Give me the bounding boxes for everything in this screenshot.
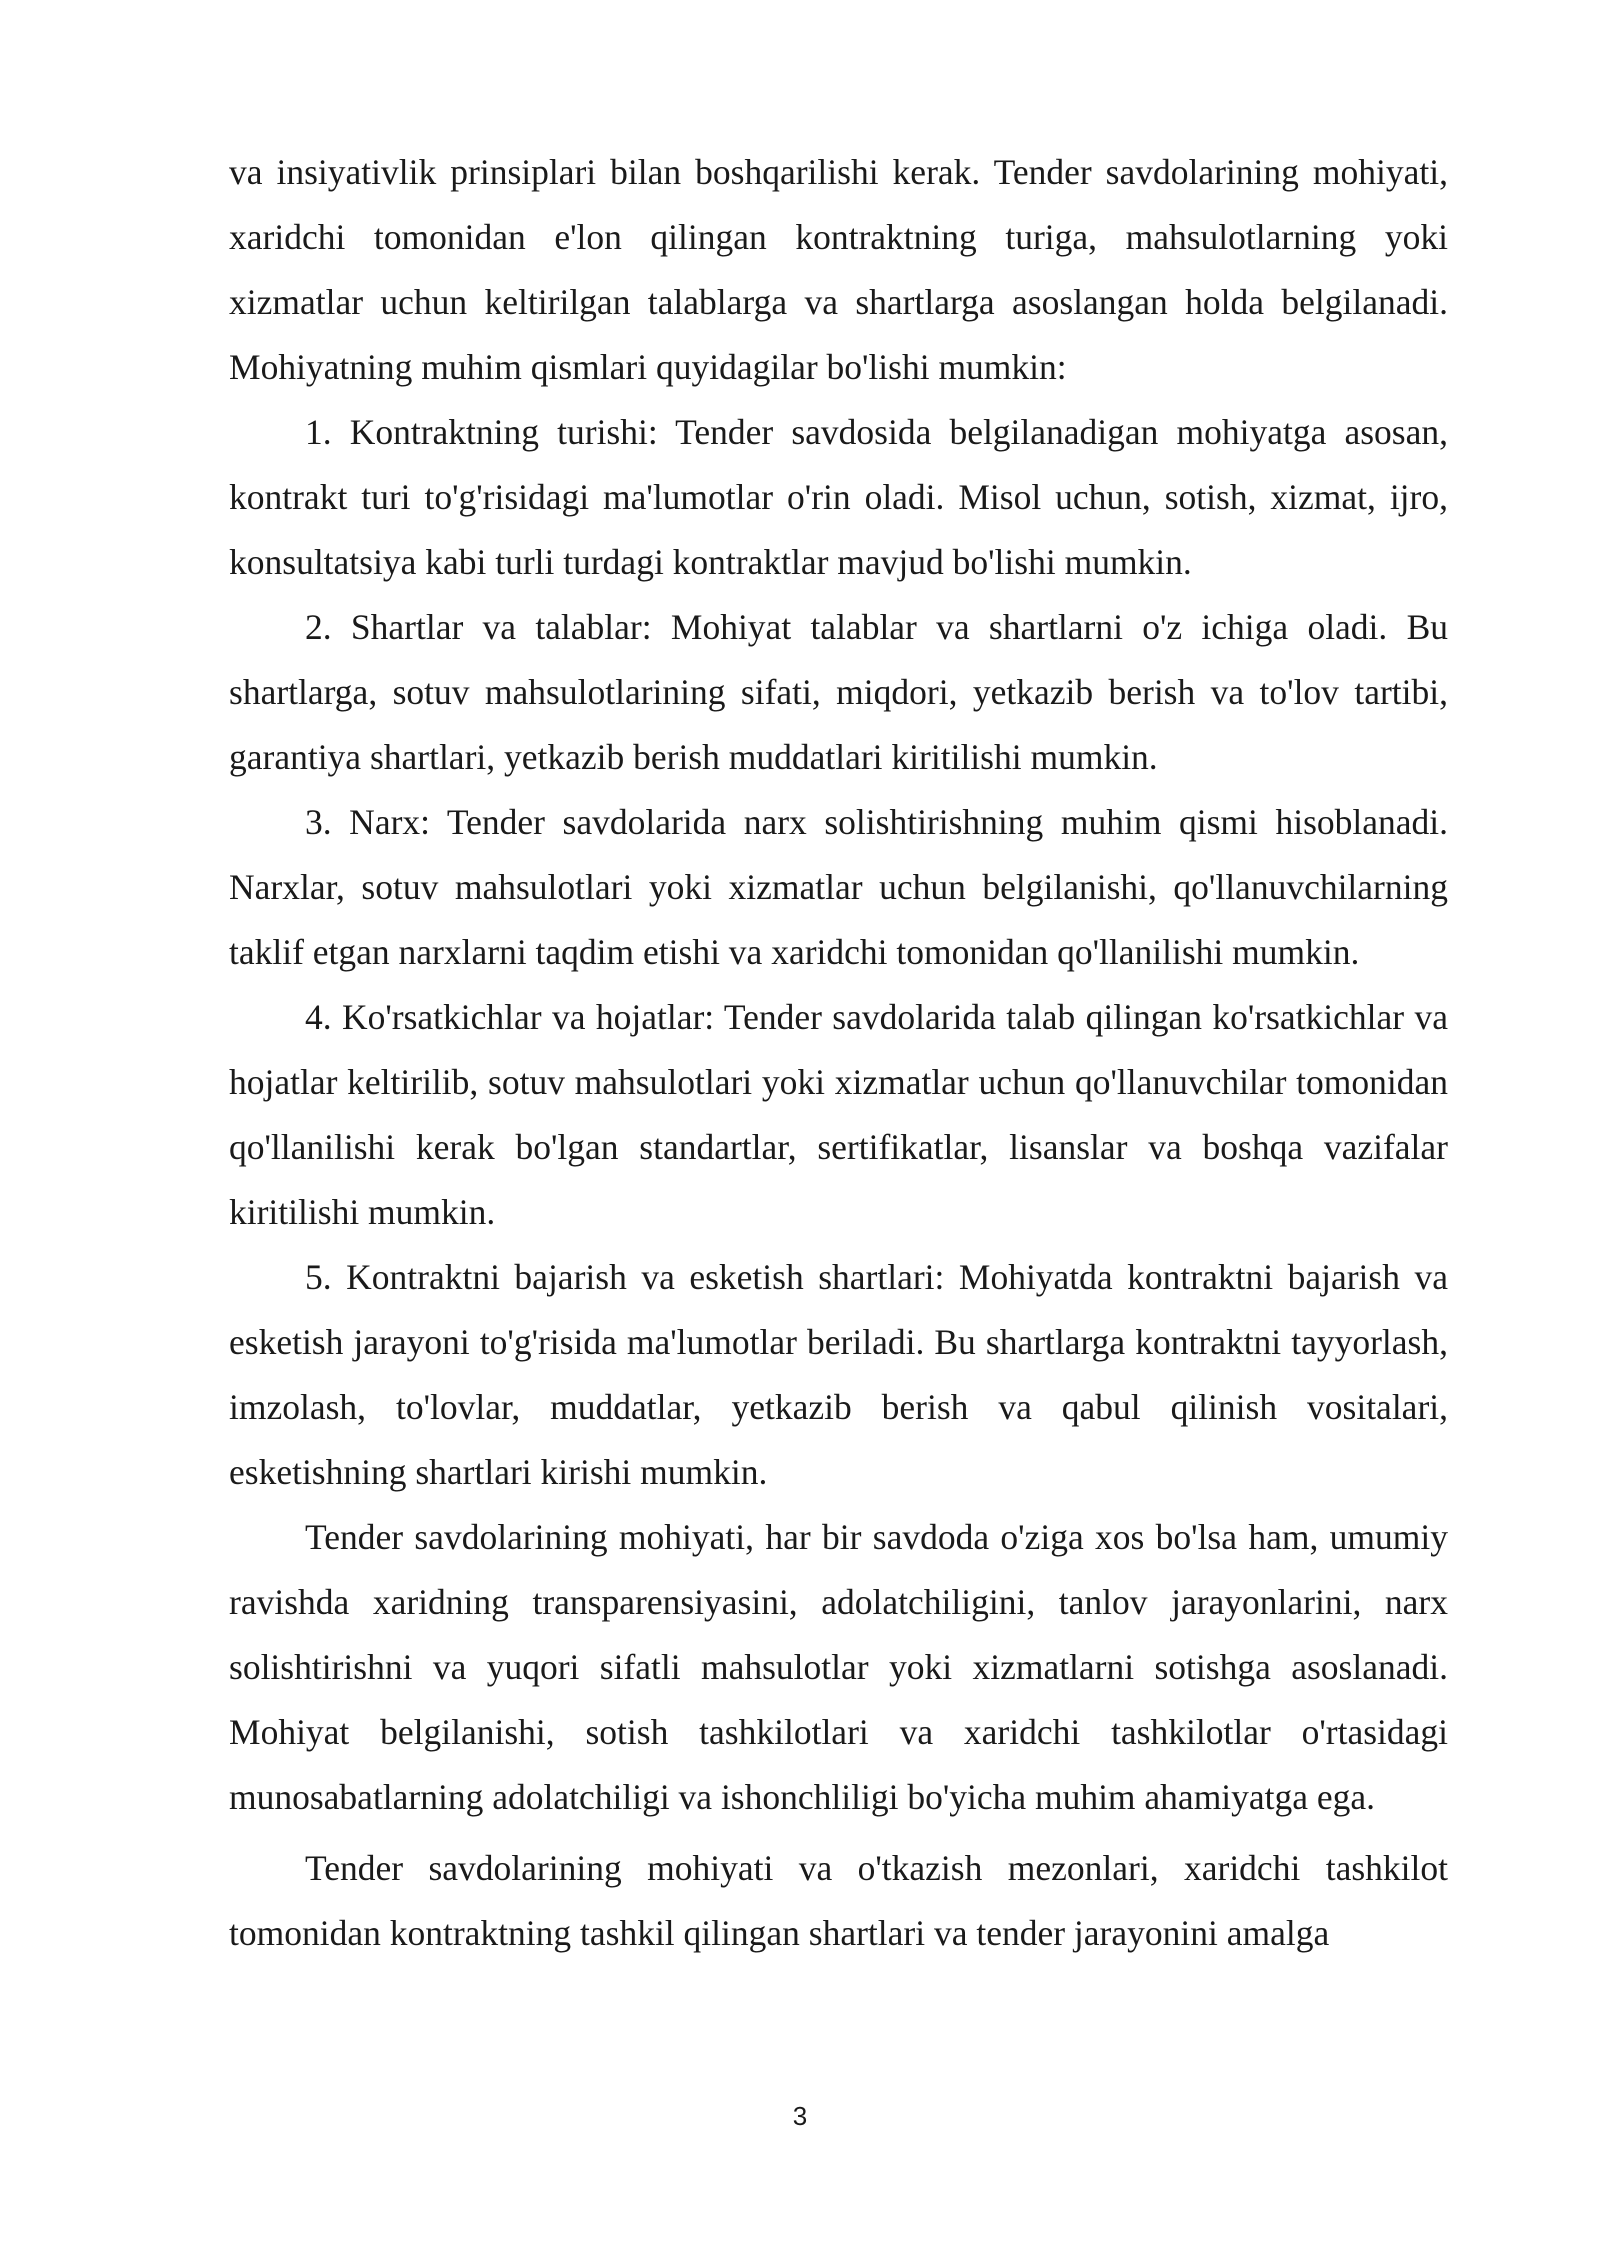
paragraph-criteria: Tender savdolarining mohiyati va o'tkazish mezonlari, xaridchi tashkilot tomonidan kontraktning tashkil qilingan shartlari va tender jarayonini amalga bbox=[229, 1848, 1448, 1953]
page-body bbox=[229, 140, 1448, 1966]
list-item-conditions: 2. Shartlar va talablar: Mohiyat talablar va shartlarni o'z ichiga oladi. Bu shartlarga, sotuv mahsulotlarining sifati, miqdori, yetkazib berish va to'lov tartibi, garantiya shartlari, yetkazib berish muddatlari kiritilishi mumkin. bbox=[229, 607, 1448, 777]
list-item-indicators: 4. Ko'rsatkichlar va hojatlar: Tender savdolarida talab qilingan ko'rsatkichlar va hojatlar keltirilib, sotuv mahsulotlari yoki xizmatlar uchun qo'llanuvchilar tomonidan qo'llanilishi kerak bo'lgan standartlar, sertifikatlar, lisanslar va boshqa vazifalar kiritilishi mumkin. bbox=[229, 997, 1448, 1232]
list-item-execution: 5. Kontraktni bajarish va esketish shartlari: Mohiyatda kontraktni bajarish va esketish jarayoni to'g'risida ma'lumotlar beriladi. Bu shartlarga kontraktni tayyorlash, imzolash, to'lovlar, muddatlar, yetkazib berish va qabul qilinish vositalari, esketishning shartlari kirishi mumkin. bbox=[229, 1257, 1448, 1492]
list-item-contract-type: 1. Kontraktning turishi: Tender savdosida belgilanadigan mohiyatga asosan, kontrakt turi to'g'risidagi ma'lumotlar o'rin oladi. Misol uchun, sotish, xizmat, ijro, konsultatsiya kabi turli turdagi kontraktlar mavjud bo'lishi mumkin. bbox=[229, 412, 1448, 582]
paragraph-summary: Tender savdolarining mohiyati, har bir savdoda o'ziga xos bo'lsa ham, umumiy ravishda xaridning transparensiyasini, adolatchiligini, tanlov jarayonlarini, narx solishtirishni va yuqori sifatli mahsulotlar yoki xizmatlarni sotishga asoslanadi. Mohiyat belgilanishi, sotish tashkilotlari va xaridchi tashkilotlar o'rtasidagi munosabatlarning adolatchiligi va ishonchliligi bo'yicha muhim ahamiyatga ega. bbox=[229, 1517, 1448, 1817]
page-number: 3 bbox=[792, 2101, 808, 2131]
paragraph-intro-continuation: va insiyativlik prinsiplari bilan boshqarilishi kerak. Tender savdolarining mohiyati, xaridchi tomonidan e'lon qilingan kontraktning turiga, mahsulotlarning yoki xizmatlar uchun keltirilgan talablarga va shartlarga asoslangan holda belgilanadi. Mohiyatning muhim qismlari quyidagilar bo'lishi mumkin: bbox=[229, 152, 1448, 387]
list-item-price: 3. Narx: Tender savdolarida narx solishtirishning muhim qismi hisoblanadi. Narxlar, sotuv mahsulotlari yoki xizmatlar uchun belgilanishi, qo'llanuvchilarning taklif etgan narxlarni taqdim etishi va xaridchi tomonidan qo'llanilishi mumkin. bbox=[229, 802, 1448, 972]
